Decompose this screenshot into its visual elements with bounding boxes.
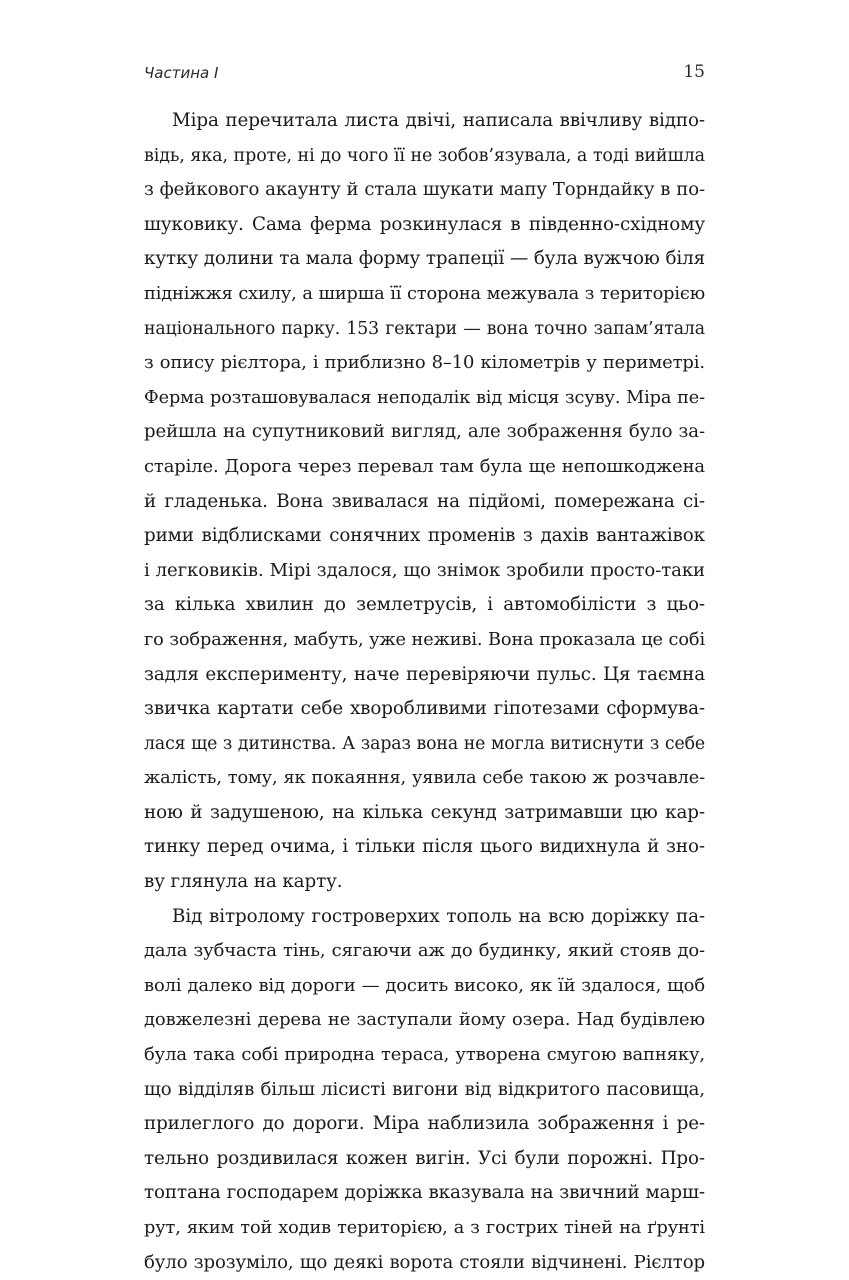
text-line: го зображення, мабуть, уже неживі. Вона проказала це собі [144,629,705,650]
text-line: за кілька хвилин до землетрусів, і автомобілісти з цьо- [144,594,705,616]
text-line: звичка картати себе хворобливими гіпотезами сформува- [144,698,705,720]
text-line: довжелезні дерева не заступали йому озера. Над будівлею [144,1009,705,1031]
text-line: тинку перед очима, і тільки після цього видихнула й зно- [144,836,705,858]
section-title: Частина I [144,64,219,82]
text-line: жалість, тому, як покаяння, уявила себе такою ж розчавле- [144,768,705,789]
text-line: що відділяв більш лісисті вигони від відкритого пасовища, [144,1078,705,1100]
text-line: дала зубчаста тінь, сягаючи аж до будинку, який стояв до- [144,940,705,962]
text-line: старіле. Дорога через перевал там була ще непошкоджена [144,455,705,477]
text-line: тельно роздивилася кожен вигін. Усі були порожні. Про- [144,1147,705,1169]
paragraph-2 [144,900,705,1280]
text-line: прилеглого до дороги. Міра наблизила зображення і ре- [144,1113,705,1135]
text-line: волі далеко від дороги — досить високо, як їй здалося, щоб [144,974,705,996]
text-line: і легковиків. Мірі здалося, що знімок зробили просто-таки [144,559,705,581]
text-line: з опису рієлтора, і приблизно 8–10 кілометрів у периметрі. [144,352,705,374]
text-line: Міра перечитала листа двічі, написала ввічливу відпо- [172,110,705,131]
text-line: національного парку. 153 гектари — вона точно запам’ятала [144,318,705,339]
text-line: була така собі природна тераса, утворена смугою вапняку, [144,1044,705,1066]
text-line: було зрозуміло, що деякі ворота стояли відчинені. Рієлтор [144,1251,705,1273]
text-line: лася ще з дитинства. А зараз вона не могла витиснути з себе [144,733,705,754]
text-line: рут, яким той ходив територією, а з гострих тіней на ґрунті [144,1218,705,1238]
text-line: рими відблисками сонячних променів з дахів вантажівок [144,525,705,547]
text-line: й гладенька. Вона звивалася на підйомі, помережана сі- [144,490,705,512]
running-header [144,60,705,88]
text-line: рейшла на супутниковий вигляд, але зображення було за- [144,421,705,443]
text-line: Ферма розташовувалася неподалік від місця зсуву. Міра пе- [144,387,705,408]
text-line: з фейкового акаунту й стала шукати мапу Торндайку в по- [144,179,705,201]
text-line: відь, яка, проте, ні до чого її не зобов’язувала, а тоді вийшла [144,145,705,166]
text-line: ву глянула на карту. [144,871,343,893]
text-line: кутку долини та мала форму трапеції — була вужчою біля [144,248,706,270]
text-line: топтана господарем доріжка вказувала на звичний марш- [144,1182,705,1204]
text-line: задля експерименту, наче перевіряючи пульс. Ця таємна [144,663,705,685]
text-line: Від вітролому гостроверхих тополь на всю доріжку па- [172,905,705,927]
text-line: підніжжя схилу, а ширша її сторона межувала з територією [144,283,705,304]
text-line: ною й задушеною, на кілька секунд затримавши цю кар- [144,801,705,823]
page-number: 15 [683,62,705,82]
paragraph-1 [144,104,705,900]
text-line: шуковику. Сама ферма розкинулася в південно-східному [144,213,705,235]
body-text [144,104,705,1280]
